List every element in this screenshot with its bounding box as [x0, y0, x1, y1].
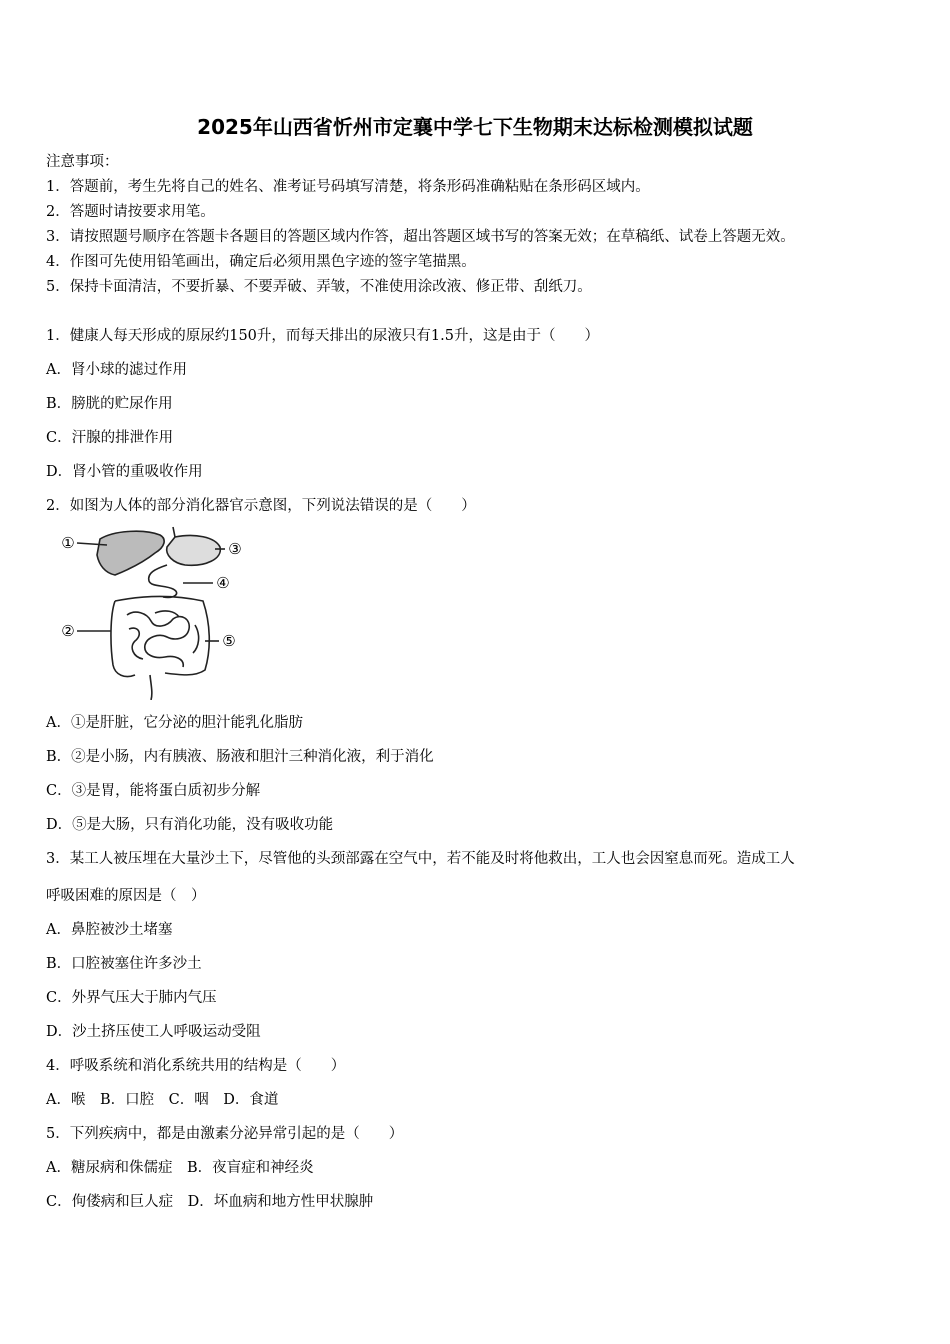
question-5-options-line1: A．糖尿病和侏儒症 B．夜盲症和神经炎 [46, 1160, 314, 1176]
question-2-option-b: B．②是小肠，内有胰液、肠液和胆汁三种消化液，利于消化 [46, 749, 434, 765]
question-4-options: A．喉 B．口腔 C．咽 D．食道 [46, 1092, 279, 1108]
question-3-option-c: C．外界气压大于肺内气压 [46, 990, 217, 1006]
diagram-label-5: ⑤ [222, 632, 236, 650]
question-3-stem-line2: 呼吸困难的原因是（ ） [46, 888, 206, 904]
digestive-system-diagram [55, 525, 255, 700]
question-1-option-d: D．肾小管的重吸收作用 [46, 464, 203, 480]
question-1-option-c: C．汗腺的排泄作用 [46, 430, 174, 446]
notes-item: 3．请按照题号顺序在答题卡各题目的答题区域内作答，超出答题区域书写的答案无效；在草稿纸、试卷上答题无效。 [46, 229, 795, 245]
diagram-label-4: ④ [216, 574, 230, 592]
diagram-label-2: ② [61, 622, 75, 640]
question-3-option-a: A．鼻腔被沙土堵塞 [46, 922, 173, 938]
question-1-option-b: B．膀胱的贮尿作用 [46, 396, 173, 412]
notes-heading: 注意事项： [46, 154, 119, 170]
question-1-option-a: A．肾小球的滤过作用 [46, 362, 187, 378]
question-2-stem: 2．如图为人体的部分消化器官示意图，下列说法错误的是（ ） [46, 498, 476, 514]
question-4-stem: 4．呼吸系统和消化系统共用的结构是（ ） [46, 1058, 346, 1074]
notes-item: 1．答题前，考生先将自己的姓名、准考证号码填写清楚，将条形码准确粘贴在条形码区域内。 [46, 179, 650, 195]
notes-item: 2．答题时请按要求用笔。 [46, 204, 215, 220]
question-1-stem: 1．健康人每天形成的原尿约150升，而每天排出的尿液只有1.5升，这是由于（ ） [46, 328, 599, 344]
diagram-label-3: ③ [228, 540, 242, 558]
question-3-option-d: D．沙土挤压使工人呼吸运动受阻 [46, 1024, 261, 1040]
question-2-option-c: C．③是胃，能将蛋白质初步分解 [46, 783, 261, 799]
page-title: 2025年山西省忻州市定襄中学七下生物期末达标检测模拟试题 [197, 115, 753, 139]
question-3-option-b: B．口腔被塞住许多沙土 [46, 956, 202, 972]
question-5-stem: 5．下列疾病中，都是由激素分泌异常引起的是（ ） [46, 1126, 404, 1142]
diagram-label-1: ① [61, 534, 75, 552]
question-2-option-d: D．⑤是大肠，只有消化功能，没有吸收功能 [46, 817, 334, 833]
notes-item: 4．作图可先使用铅笔画出，确定后必须用黑色字迹的签字笔描黑。 [46, 254, 476, 270]
question-2-option-a: A．①是肝脏，它分泌的胆汁能乳化脂肪 [46, 715, 303, 731]
notes-item: 5．保持卡面清洁，不要折暴、不要弄破、弄皱，不准使用涂改液、修正带、刮纸刀。 [46, 279, 592, 295]
question-3-stem-line1: 3．某工人被压埋在大量沙土下，尽管他的头颈部露在空气中，若不能及时将他救出，工人也会因窒息而死。造成工人 [46, 851, 795, 867]
question-5-options-line2: C．佝偻病和巨人症 D．坏血病和地方性甲状腺肿 [46, 1194, 374, 1210]
